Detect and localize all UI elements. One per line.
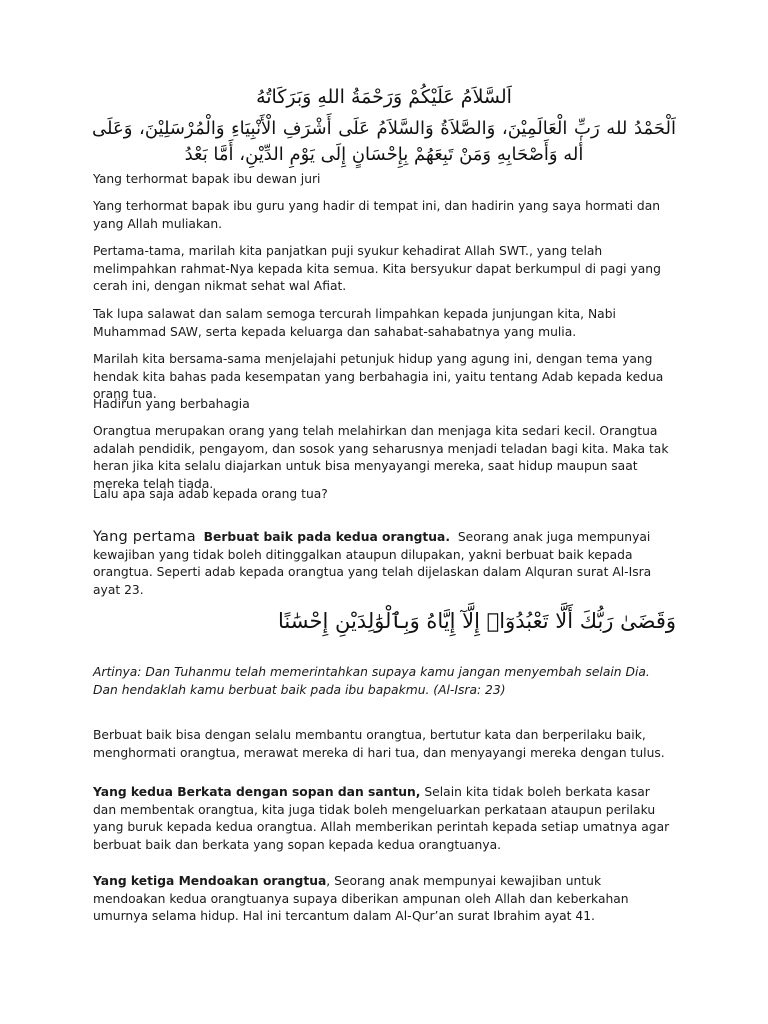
paragraph-hadirun <box>93 396 675 414</box>
section-text: Seorang anak juga mempunyai kewajiban yang tidak boleh ditinggalkan ataupun dilupakan, yakni berbuat baik kepada orangtua. Seperti adab kepada orangtua yang telah dijelaskan dalam Alquran surat Al-Isra ayat 23. <box>93 530 652 597</box>
section-yang-ketiga <box>93 873 675 926</box>
section-label: Yang pertama <box>93 529 196 545</box>
paragraph-dewan-juri <box>93 171 675 189</box>
paragraph-text: Yang terhormat bapak ibu guru yang hadir di tempat ini, dan hadirin yang saya hormati dan yang Allah muliakan. <box>93 199 661 231</box>
arabic-greeting: اَلسَّلاَمُ عَلَيْكُمْ وَرَحْمَةُ اللهِ وَبَرَكَاتُهُ <box>256 86 512 108</box>
paragraph-pertama-tama <box>93 243 675 296</box>
paragraph-text: Berbuat baik bisa dengan selalu membantu orangtua, bertutur kata dan berperilaku baik, menghormati orangtua, merawat mereka di hari tua, dan menyayangi mereka dengan tulus. <box>93 728 665 760</box>
paragraph-text: Marilah kita bersama-sama menjelajahi petunjuk hidup yang agung ini, dengan tema yang hendak kita bahas pada kesempatan yang berbahagia ini, yaitu tentang Adab kepada kedua orang tua. <box>93 352 664 401</box>
arabic-hamdalah: اَلْحَمْدُ لله رَبِّ الْعَالَمِيْنَ، وَالصَّلاَةُ وَالسَّلاَمُ عَلَى أَشْرَفِ الْأَنْبِيَاءِ وَالْمُرْسَلِيْنَ، وَعَلَى أٰله وَأَصْحَابِهِ وَمَنْ تَبِعَهُمْ بِإِحْسَانٍ إِلَى يَوْمِ الدِّيْنِ، أَمَّا بَعْدُ <box>92 118 676 165</box>
arabic-verse-al-isra: وَقَضَىٰ رَبُّكَ أَلَّا تَعْبُدُوٓا۟ إِلَّآ إِيَّاهُ وَبِٱلْوَٰلِدَيْنِ إِحْسَٰنًا <box>278 609 676 633</box>
paragraph-salawat <box>93 306 675 341</box>
translation-text: Artinya: Dan Tuhanmu telah memerintahkan supaya kamu jangan menyembah selain Dia. Dan hendaklah kamu berbuat baik pada ibu bapakmu. (Al-Isra: 23) <box>93 665 650 697</box>
paragraph-berbuat-baik <box>93 727 675 762</box>
section-yang-pertama <box>93 529 675 599</box>
paragraph-orangtua <box>93 423 675 493</box>
section-heading: Yang ketiga Mendoakan orangtua <box>93 874 327 888</box>
paragraph-text: Tak lupa salawat dan salam semoga tercurah limpahkan kepada junjungan kita, Nabi Muhammad SAW, serta kepada keluarga dan sahabat-sahabatnya yang mulia. <box>93 307 616 339</box>
verse-translation <box>93 664 675 699</box>
paragraph-bapak-ibu-guru <box>93 198 675 233</box>
section-heading: Berbuat baik pada kedua orangtua. <box>203 530 450 544</box>
paragraph-text: Lalu apa saja adab kepada orang tua? <box>93 487 328 501</box>
section-heading: Yang kedua Berkata dengan sopan dan santun, <box>93 785 421 799</box>
section-yang-kedua <box>93 784 675 854</box>
paragraph-text: Hadirun yang berbahagia <box>93 397 250 411</box>
paragraph-text: Orangtua merupakan orang yang telah melahirkan dan menjaga kita sedari kecil. Orangtua adalah pendidik, pengayom, dan sosok yang seharusnya menjadi teladan bagi kita. Maka tak heran jika kita selalu diajarkan untuk bisa menyayangi mereka, saat hidup maupun saat mereka telah tiada. <box>93 424 669 491</box>
section-text: Selain kita tidak boleh berkata kasar dan membentak orangtua, kita juga tidak boleh mengeluarkan perkataan ataupun perilaku yang buruk kepada kedua orangtua. Allah memberikan perintah kepada setiap umatnya agar berbuat baik dan berkata yang sopan kepada kedua orangtuanya. <box>93 785 670 852</box>
paragraph-pertanyaan <box>93 486 675 504</box>
section-text: , Seorang anak mempunyai kewajiban untuk mendoakan kedua orangtuanya supaya diberikan ampunan oleh Allah dan keberkahan umurnya selama hidup. Hal ini tercantum dalam Al-Qur’an surat Ibrahim ayat 41. <box>93 874 629 923</box>
paragraph-text: Yang terhormat bapak ibu dewan juri <box>93 172 321 186</box>
paragraph-text: Pertama-tama, marilah kita panjatkan puji syukur kehadirat Allah SWT., yang telah melimpahkan rahmat-Nya kepada kita semua. Kita bersyukur dapat berkumpul di pagi yang cerah ini, dengan nikmat sehat wal Afiat. <box>93 244 661 293</box>
